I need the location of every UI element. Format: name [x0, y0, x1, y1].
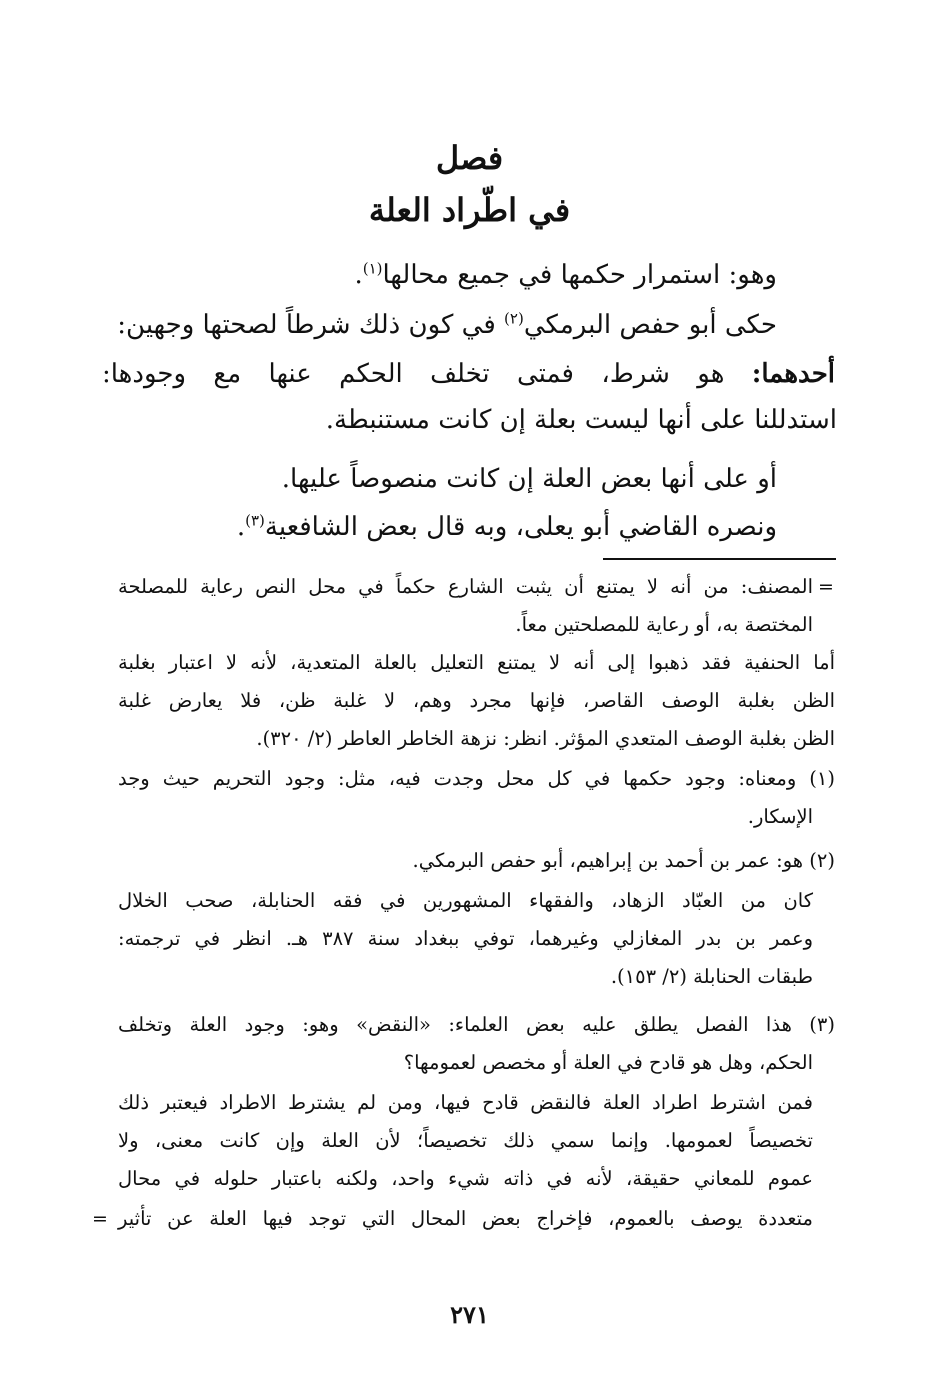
footnote-continued-line: الظن بغلبة الوصف القاصر، فإنها مجرد وهم، لا غلبة ظن، فلا يعارض غلبة	[118, 689, 835, 712]
body-line-supporters: ونصره القاضي أبو يعلى، وبه قال بعض الشافعية$^{(٣)}$.	[236, 511, 777, 542]
continues-mark: =	[92, 1208, 108, 1230]
footnote-continued-line: أما الحنفية فقد ذهبوا إلى أنه لا يمتنع التعليل بالعلة المتعدية، لأنه لا اعتبار بغلبة	[118, 651, 835, 674]
body-line-inference: استدللنا على أنها ليست بعلة إن كانت مستنبطة.	[325, 405, 837, 435]
footnote-2-line: كان من العبّاد الزهاد، والفقهاء المشهورين في فقه الحنابلة، صحب الخلال	[118, 889, 813, 912]
first-view-label: أحدهما:	[751, 359, 835, 389]
footnote-3-line: تخصيصاً لعمومها. وإنما سمي ذلك تخصيصاً؛ لأن العلة وإن كانت معنى، ولا	[118, 1129, 813, 1152]
body-line-first-view: أحدهما: هو شرط، فمتى تخلف الحكم عنها مع وجودها:	[102, 359, 835, 389]
footnote-1: (١) ومعناه: وجود حكمها في كل محل وجدت فيه، مثل: وجود التحريم حيث وجد	[118, 767, 835, 790]
footnote-1-line: الإسكار.	[747, 805, 813, 828]
body-line-partial-cause: أو على أنها بعض العلة إن كانت منصوصاً عليها.	[281, 464, 777, 494]
footnote-ref-1[interactable]: (١)	[362, 259, 383, 278]
body-line-definition: وهو: استمرار حكمها في جميع محالها$^{(١)}$.	[354, 259, 777, 290]
footnote-2-line: طبقات الحنابلة (٢/ ١٥٣).	[610, 965, 813, 988]
footnote-ref-3[interactable]: (٣)	[245, 511, 265, 530]
footnote-3-line: عموم للمعاني حقيقة، لأنه في ذاته شيء واحد، ولكنه باعتبار حلوله في محال	[118, 1167, 813, 1190]
footnote-3-line: الحكم، وهل هو قادح في العلة أو مخصص لعمومها؟	[403, 1051, 813, 1074]
section-title: فصل	[435, 139, 504, 177]
footnote-continued-line: الظن بغلبة الوصف المتعدي المؤثر. انظر: نزهة الخاطر العاطر (٢/ ٣٢٠).	[256, 727, 835, 750]
footnote-3-line: فمن اشترط اطراد العلة فالنقض قادح فيها، ومن لم يشترط الاطراد فيعتبر ذلك	[118, 1091, 813, 1114]
section-subtitle: في اطّراد العلة	[368, 191, 571, 229]
footnote-ref-2[interactable]: (٢)	[504, 309, 524, 328]
footnote-2: (٢) هو: عمر بن أحمد بن إبراهيم، أبو حفص البرمكي.	[412, 849, 835, 872]
footnote-3: (٣) هذا الفصل يطلق عليه بعض العلماء: «النقض» وهو: وجود العلة وتخلف	[118, 1013, 835, 1036]
continued-from-mark: =	[818, 576, 834, 598]
footnote-continued-line: المصنف: من أنه لا يمتنع أن يثبت الشارع حكماً في محل النص رعاية للمصلحة	[118, 575, 813, 598]
footnote-separator	[603, 558, 836, 560]
footnote-continued-line: المختصة به، أو رعاية للمصلحتين معاً.	[515, 613, 813, 636]
page-number: ٢٧١	[450, 1300, 489, 1329]
footnote-3-line: متعددة يوصف بالعموم، فإخراج بعض المحال التي توجد فيها العلة عن تأثير	[118, 1207, 813, 1230]
footnote-2-line: وعمر بن بدر المغازلي وغيرهما، توفي ببغداد سنة ٣٨٧ هـ. انظر في ترجمته:	[118, 927, 813, 950]
body-line-two-views: حكى أبو حفص البرمكي$^{(٢)}$ في كون ذلك شرطاً لصحتها وجهين:	[117, 309, 777, 340]
